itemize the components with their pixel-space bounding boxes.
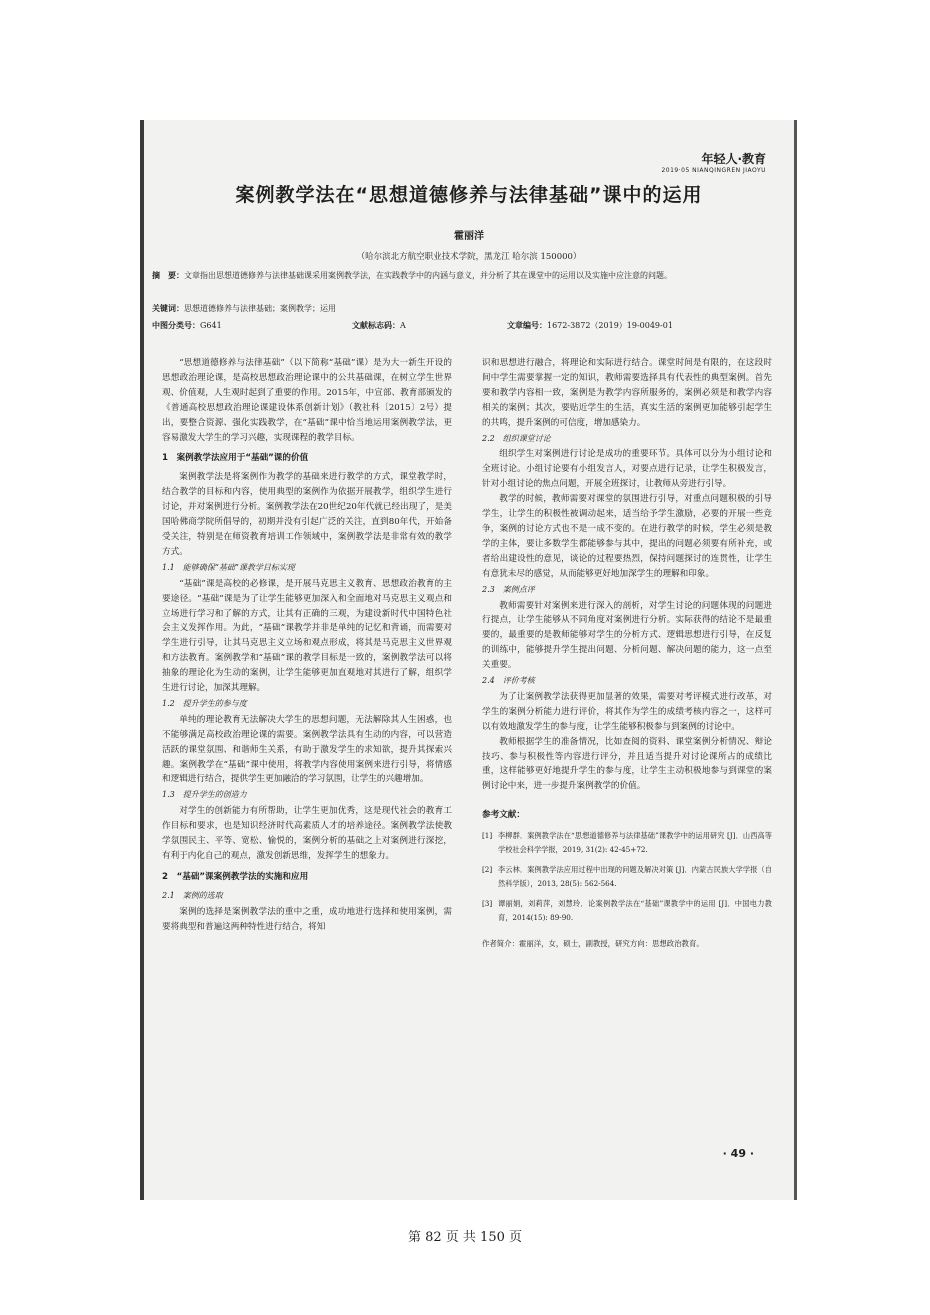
paragraph-2-1: 案例的选择是案例教学法的重中之重，成功地进行选择和使用案例，需要将典型和普遍这两种特性进行结合，将知 [162,906,452,932]
left-column [162,356,452,935]
keywords-label: 关键词： [152,303,184,313]
keywords [152,303,336,314]
reference-number: [1] [482,831,493,841]
clc-value: G641 [200,321,222,330]
clc-label: 中图分类号： [152,320,200,330]
abstract [152,268,782,283]
paragraph-2-4a: 为了让案例教学法获得更加显著的效果，需要对考评模式进行改革，对学生的案例分析能力进行评价，将其作为学生的成绩考核内容之一，这样可以有效地激发学生的参与度，让学生能够积极参与到案例的讨论中。 [482,691,772,732]
pdf-page-footer: 第 82 页 共 150 页 [407,1230,523,1245]
subsection-heading-1-3: 1.3 提升学生的创造力 [162,790,247,800]
subsection-heading-2-3: 2.3 案例点评 [482,584,535,594]
doccode-value: A [400,321,406,330]
subsection-heading-2-1: 2.1 案例的选取 [162,890,223,900]
references-heading: 参考文献： [482,810,525,821]
article-title: 案例教学法在“思想道德修养与法律基础”课中的运用 [235,184,703,206]
paragraph-2-3: 教师需要针对案例来进行深入的剖析，对学生讨论的问题体现的问题进行提点，让学生能够从不同角度对案例进行分析。实际获得的结论不是最重要的，最重要的是教师能够对学生的分析方式、逻辑思想进行引导，在反复的训练中，能够提升学生提出问题、分析问题、解决问题的能力，这一点至关重要。 [482,600,772,671]
reference-number: [3] [482,899,493,909]
keywords-text: 思想道德修养与法律基础；案例教学；运用 [184,304,336,313]
journal-name: 年轻人·教育 [701,152,766,166]
articleno-value: 1672-3872（2019）19-0049-01 [547,321,673,330]
article-number [507,320,673,331]
reference-text: 李柳群．案例教学法在“思想道德修养与法律基础”课教学中的运用研究 [J]．山西高等学校社会科学学报，2019, 31(2): 42-45+72. [498,831,772,855]
intro-paragraph: “思想道德修养与法律基础”（以下简称“基础”课）是为大一新生开设的思想政治理论课，是高校思想政治理论课中的公共基础课，在树立学生世界观、价值观，人生观时起到了重要的作用。2015年，中宣部、教育部颁发的《普通高校思想政治理论课建设体系创新计划》（教社科〔2015〕2号）提出，要整合资源、强化实践教学，在“基础”课中恰当地运用案例教学法，更容易激发大学生的学习兴趣，实现课程的教学目标。 [162,358,452,443]
reference-item [482,897,772,925]
section-heading-2: 2 “基础”课案例教学法的实施和应用 [162,871,309,882]
paragraph-1-3: 对学生的创新能力有所帮助，让学生更加优秀，这是现代社会的教育工作目标和要求，也是知识经济时代高素质人才的培养途径。案例教学法使教学氛围民主、平等、宽松、愉悦的，案例分析的基础之上对案例进行深挖，有利于内化自己的观点，激发创新思维，发挥学生的想象力。 [162,806,452,861]
journal-page-number: · 49 · [722,1147,754,1160]
paragraph-1: 案例教学法是将案例作为教学的基础来进行教学的方式，课堂教学时，结合教学的目标和内容，使用典型的案例作为依据开展教学，组织学生进行讨论，并对案例进行分析。案例教学法在20世纪20年代就已经出现了，是美国哈佛商学院所倡导的，初期并没有引起广泛的关注，直到80年代，开始备受关注，特别是在师资教育培训工作领域中，案例教学法是非常有效的教学方式。 [162,472,452,557]
right-column [482,356,772,952]
paragraph-2-1-continued: 识和思想进行融合，将理论和实际进行结合。课堂时间是有限的，在这段时间中学生需要掌握一定的知识，教师需要选择具有代表性的典型案例。首先要和教学内容相一致，案例是为教学内容所服务的，案例必须是和教学内容相关的案例；其次，要贴近学生的生活，真实生活的案例更加能够引起学生的共鸣，提升案例的可信度，增加感染力。 [482,358,772,428]
subsection-heading-2-4: 2.4 评价考核 [482,676,535,686]
author-affiliation: （哈尔滨北方航空职业技术学院，黑龙江 哈尔滨 150000） [356,252,582,262]
document-code [352,320,406,331]
author-bio: 作者简介：霍丽洋，女，硕士，副教授，研究方向：思想政治教育。 [482,939,704,949]
reference-text: 李云林．案例教学法应用过程中出现的问题及解决对策 [J]．内蒙古民族大学学报（自然科学版），2013, 28(5): 562-564. [498,865,772,889]
subsection-heading-1-1: 1.1 能够确保“基础”课教学目标实现 [162,562,295,572]
scanned-article-page [140,120,797,1200]
clc-code [152,320,222,331]
subsection-heading-2-2: 2.2 组织课堂讨论 [482,433,551,443]
doccode-label: 文献标志码： [352,320,400,330]
section-heading-1: 1 案例教学法应用于“基础”课的价值 [162,453,309,464]
reference-item [482,829,772,857]
paragraph-1-2: 单纯的理论教育无法解决大学生的思想问题，无法解除其人生困惑，也不能够满足高校政治理论课的需要。案例教学法具有生动的内容，可以营造活跃的课堂氛围、和谐师生关系，有助于激发学生的求知欲，提升其探索兴趣。案例教学在“基础”课中使用，将教学内容使用案例来进行引导，将情感和逻辑进行结合，提供学生更加融洽的学习氛围，让学生的兴趣增加。 [162,714,452,785]
article-author: 霍丽洋 [454,231,484,242]
journal-issue: 2019·05 NIANQINGREN JIAOYU [661,167,766,174]
paragraph-2-4b: 教师根据学生的准备情况，比如查阅的资料、课堂案例分析情况、辩论技巧、参与积极性等内容进行评分，并且适当提升对讨论课所占的成绩比重，这样能够更好地提升学生的参与度，让学生主动积极地参与到课堂的案例讨论中来，进一步提升案例教学的价值。 [482,736,772,792]
paragraph-2-2b: 教学的时候，教师需要对课堂的氛围进行引导，对重点问题积极的引导学生，让学生的积极性被调动起来，适当给予学生激励，必要的开展一些竞争，案例的讨论方式也不是一成不变的。在进行教学的时候，学生必须是教学的主体，要让多数学生都能够参与其中，提出的问题必须要有所补充，或者给出建设性的意见，谈论的过程要热烈，保持问题探讨的连贯性，让学生有意犹未尽的感觉，从而能够更好地加深学生的理解和印象。 [482,494,772,579]
subsection-heading-1-2: 1.2 提升学生的参与度 [162,698,247,708]
abstract-text: 文章指出思想道德修养与法律基础课采用案例教学法，在实践教学中的内涵与意义，并分析了其在课堂中的运用以及实施中应注意的问题。 [184,271,672,280]
reference-number: [2] [482,865,493,875]
articleno-label: 文章编号： [507,320,547,330]
reference-item [482,863,772,891]
paragraph-1-1: “基础”课是高校的必修课，是开展马克思主义教育、思想政治教育的主要途径。“基础”课是为了让学生能够更加深入和全面地对马克思主义观点和立场进行学习和了解的方式，让其有正确的三观，为建设新时代中国特色社会主义发挥作用。为此，“基础”课教学并非是单纯的记忆和背诵，而需要对学生进行引导，让其马克思主义立场和观点形成，将其是马克思主义世界观和方法教育。案例教学和“基础”课的教学目标是一致的，案例教学法可以将抽象的理论化为生动的案例，让学生能够更加直观地对其进行了解，组织学生进行讨论，加深其理解。 [162,578,452,694]
reference-text: 谭丽娟，刘莉萍，刘慧玲．论案例教学法在“基础”课教学中的运用 [J]．中国电力教育，2014(15): 89-90. [498,899,772,923]
abstract-label: 摘 要： [152,270,184,280]
paragraph-2-2a: 组织学生对案例进行讨论是成功的重要环节。具体可以分为小组讨论和全班讨论。小组讨论要有小组发言人，对要点进行记录，让学生积极发言，针对小组讨论的焦点问题，开展全班探讨，让教师从旁进行引导。 [482,449,772,490]
